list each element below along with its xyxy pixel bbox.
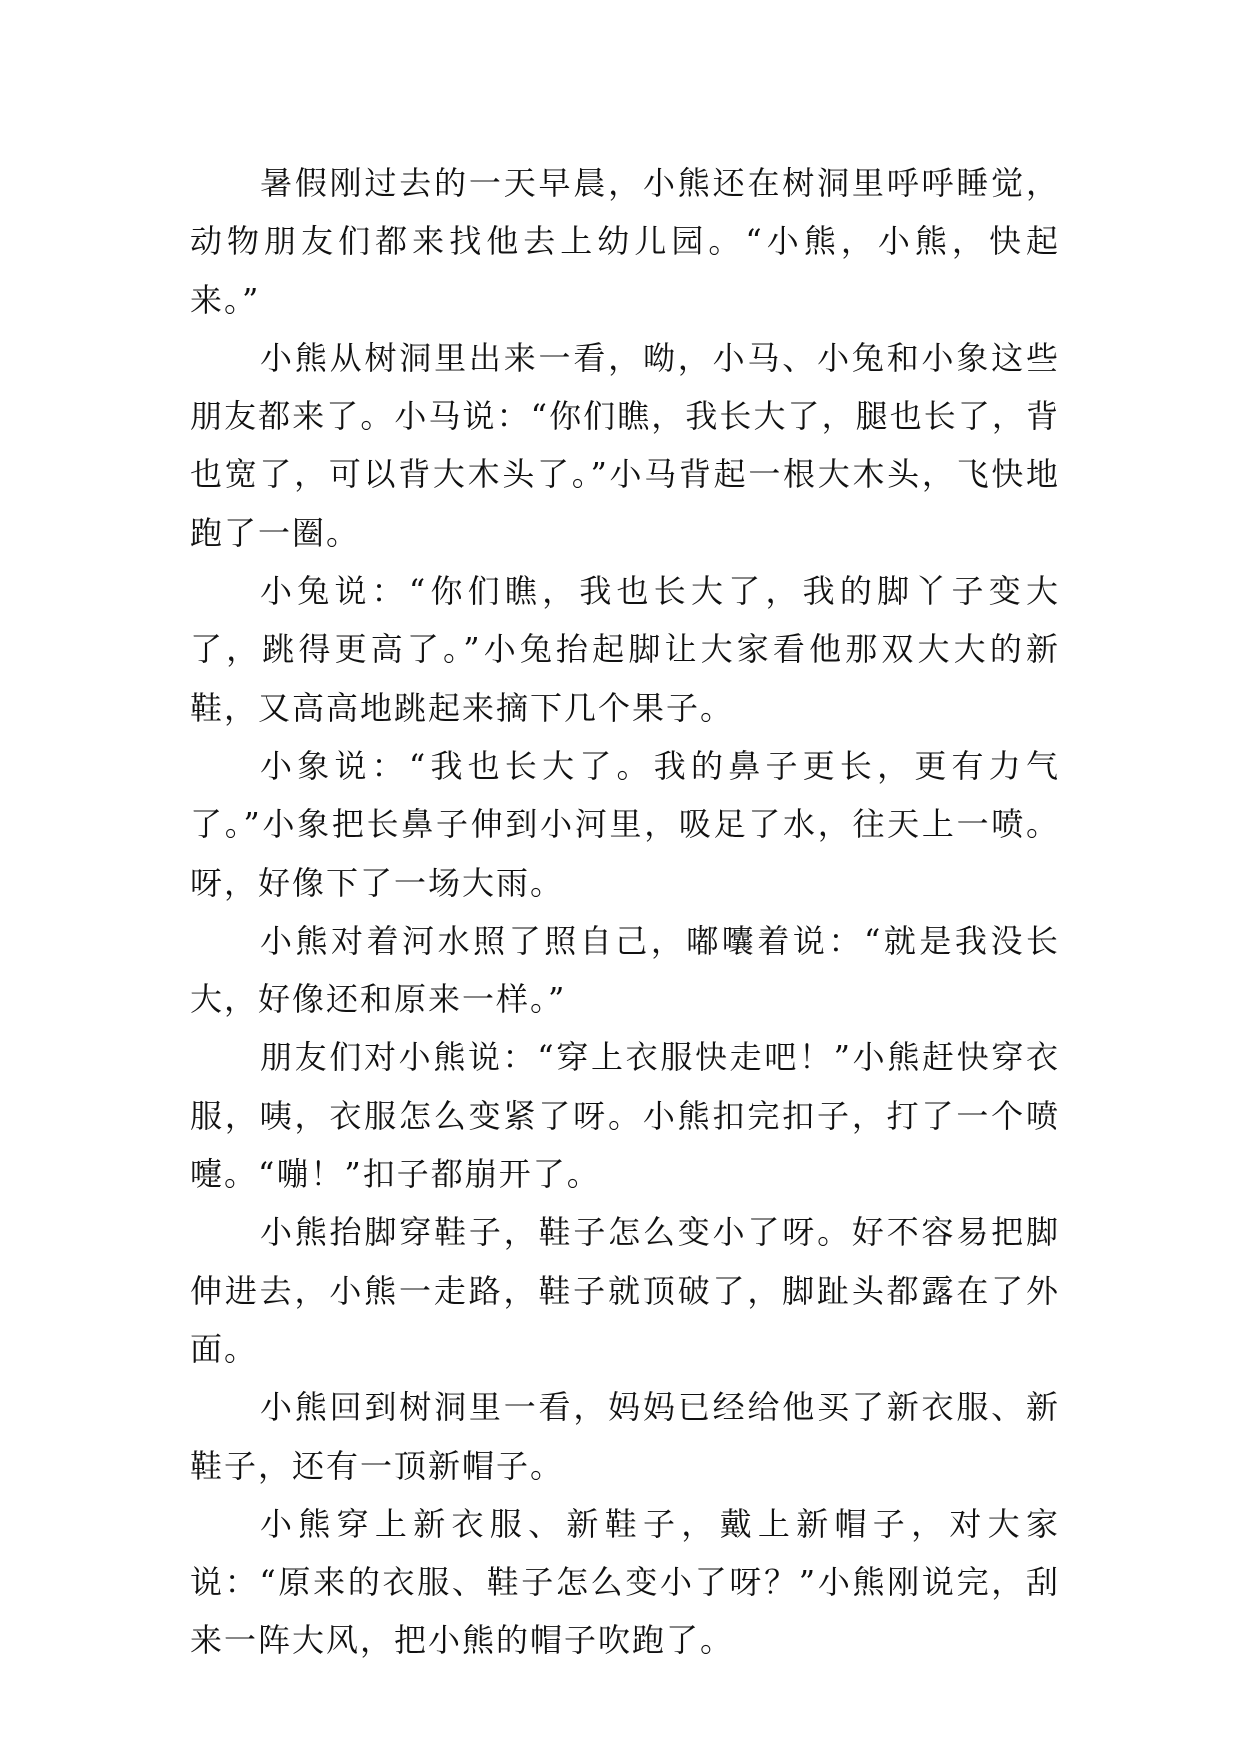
paragraph: 小熊从树洞里出来一看，呦，小马、小兔和小象这些朋友都来了。小马说：“你们瞧，我长大了，腿也长了，背也宽了，可以背大木头了。”小马背起一根大木头，飞快地跑了一圈。 (190, 338, 1060, 552)
paragraph: 小象说：“我也长大了。我的鼻子更长，更有力气了。”小象把长鼻子伸到小河里，吸足了水，往天上一喷。呀，好像下了一场大雨。 (190, 746, 1060, 902)
paragraph: 朋友们对小熊说：“穿上衣服快走吧！”小熊赶快穿衣服，咦，衣服怎么变紧了呀。小熊扣完扣子，打了一个喷嚏。“嘣！”扣子都崩开了。 (190, 1038, 1060, 1194)
paragraph: 小熊穿上新衣服、新鞋子，戴上新帽子，对大家说：“原来的衣服、鞋子怎么变小了呀？”小熊刚说完，刮来一阵大风，把小熊的帽子吹跑了。 (190, 1504, 1060, 1660)
paragraph: 小熊回到树洞里一看，妈妈已经给他买了新衣服、新鞋子，还有一顶新帽子。 (190, 1388, 1060, 1485)
paragraph: 暑假刚过去的一天早晨，小熊还在树洞里呼呼睡觉，动物朋友们都来找他去上幼儿园。“小熊，小熊，快起来。” (190, 164, 1060, 319)
story-body (190, 154, 1060, 1670)
paragraph: 小熊对着河水照了照自己，嘟囔着说：“就是我没长大，好像还和原来一样。” (190, 921, 1060, 1019)
paragraph: 小熊抬脚穿鞋子，鞋子怎么变小了呀。好不容易把脚伸进去，小熊一走路，鞋子就顶破了，脚趾头都露在了外面。 (190, 1213, 1060, 1368)
paragraph: 小兔说：“你们瞧，我也长大了，我的脚丫子变大了，跳得更高了。”小兔抬起脚让大家看他那双大大的新鞋，又高高地跳起来摘下几个果子。 (190, 572, 1060, 727)
